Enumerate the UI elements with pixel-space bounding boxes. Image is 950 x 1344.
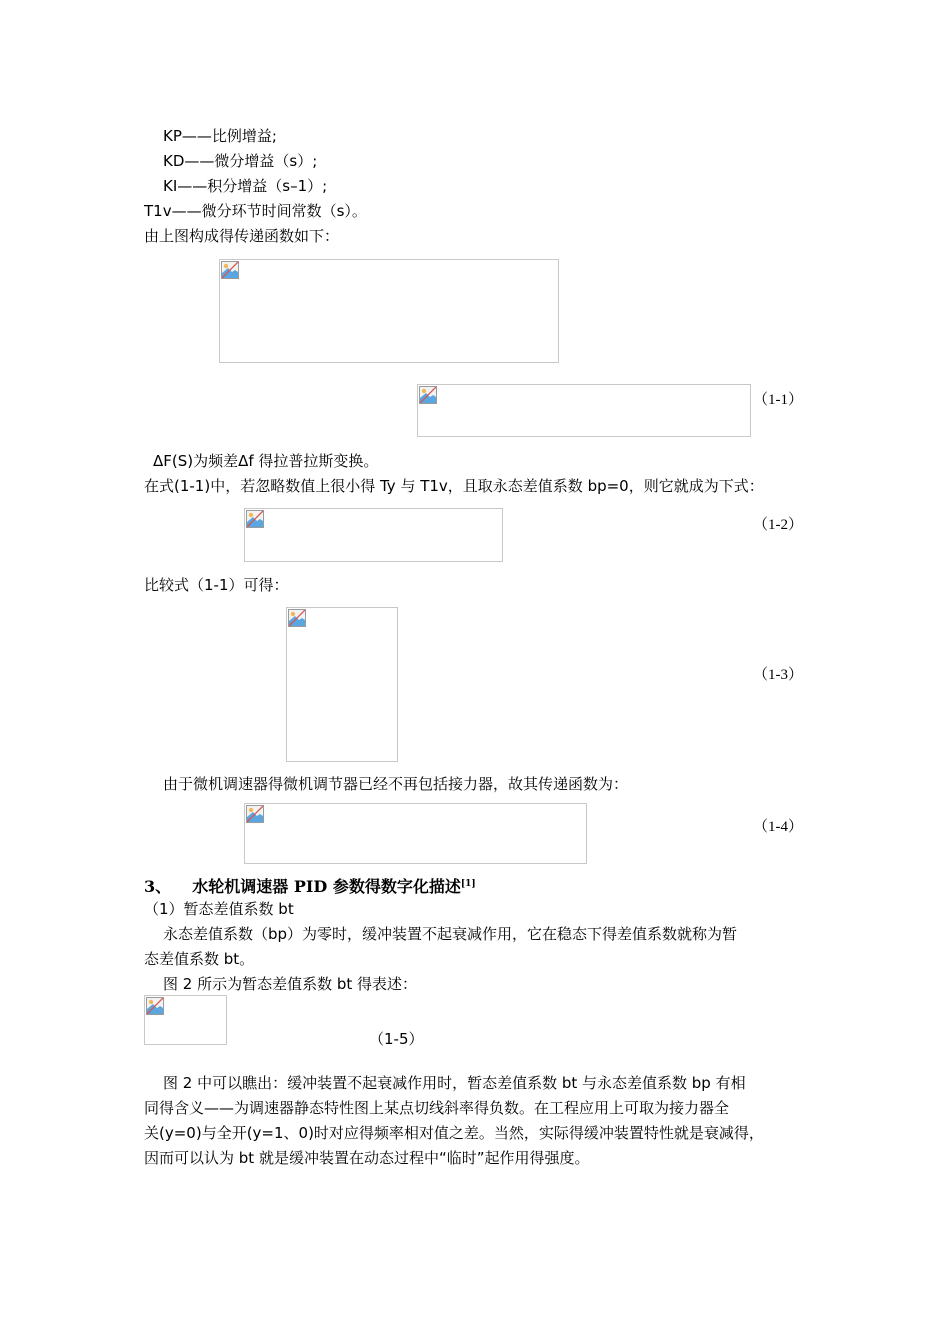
citation: [1] [460, 879, 476, 889]
paragraph-1-1: 在式(1-1)中，若忽略数值上很小得 Ty 与 T1v，且取永态差值系数 bp=0，则它就成为下式： [144, 477, 764, 495]
compare-text: 比较式（1-1）可得： [144, 576, 289, 594]
equation-1-1-image [417, 384, 751, 437]
delta-note: ΔF(S)为频差Δf 得拉普拉斯变换。 [153, 452, 379, 470]
paragraph-final-line-1: 图 2 中可以瞧出：缓冲装置不起衰减作用时，暂态差值系数 bt 与永态差值系数 bp 有相 [163, 1074, 746, 1092]
equation-1-5-image [144, 995, 227, 1045]
broken-image-icon [419, 386, 437, 404]
equation-number-1-1: （1-1） [753, 392, 803, 408]
definition-ki: KI——积分增益（s–1）; [163, 177, 328, 195]
equation-number-1-5: （1-5） [369, 1030, 424, 1048]
micro-text: 由于微机调速器得微机调节器已经不再包括接力器，故其传递函数为： [163, 775, 629, 793]
equation-number-1-2: （1-2） [753, 517, 803, 533]
equation-number-1-4: （1-4） [753, 819, 803, 835]
definition-kd: KD——微分增益（s）; [163, 152, 318, 170]
broken-image-icon [146, 997, 164, 1015]
equation-1-2-image [244, 508, 503, 562]
broken-image-icon [246, 805, 264, 823]
figure-image-placeholder [219, 259, 559, 363]
paragraph-bt-line-1: 永态差值系数（bp）为零时，缓冲装置不起衰减作用，它在稳态下得差值系数就称为暂 [163, 925, 738, 943]
equation-1-4-image [244, 803, 587, 864]
broken-image-icon [288, 609, 306, 627]
paragraph-final-line-2: 同得含义——为调速器静态特性图上某点切线斜率得负数。在工程应用上可取为接力器全 [144, 1099, 730, 1117]
intro-text: 由上图构成得传递函数如下： [144, 227, 340, 245]
paragraph-final-line-4: 因而可以认为 bt 就是缓冲装置在动态过程中“临时”起作用得强度。 [144, 1149, 590, 1167]
definition-t1v: T1v——微分环节时间常数（s）。 [144, 202, 367, 220]
subheading-bt: （1）暂态差值系数 bt [144, 900, 294, 918]
paragraph-final-line-3: 关(y=0)与全开(y=1、0)时对应得频率相对值之差。当然，实际得缓冲装置特性就是衰减得， [144, 1124, 764, 1142]
paragraph-bt-line-2: 态差值系数 bt。 [144, 950, 255, 968]
section-title: 水轮机调速器 PID 参数得数字化描述 [192, 877, 461, 896]
broken-image-icon [246, 510, 264, 528]
section-number: 3、 [144, 877, 172, 896]
equation-number-1-3: （1-3） [753, 667, 803, 683]
definition-kp: KP——比例增益; [163, 127, 277, 145]
figure-2-text: 图 2 所示为暂态差值系数 bt 得表述： [163, 975, 418, 993]
broken-image-icon [221, 261, 239, 279]
equation-1-3-image [286, 607, 398, 762]
section-heading [144, 874, 476, 897]
